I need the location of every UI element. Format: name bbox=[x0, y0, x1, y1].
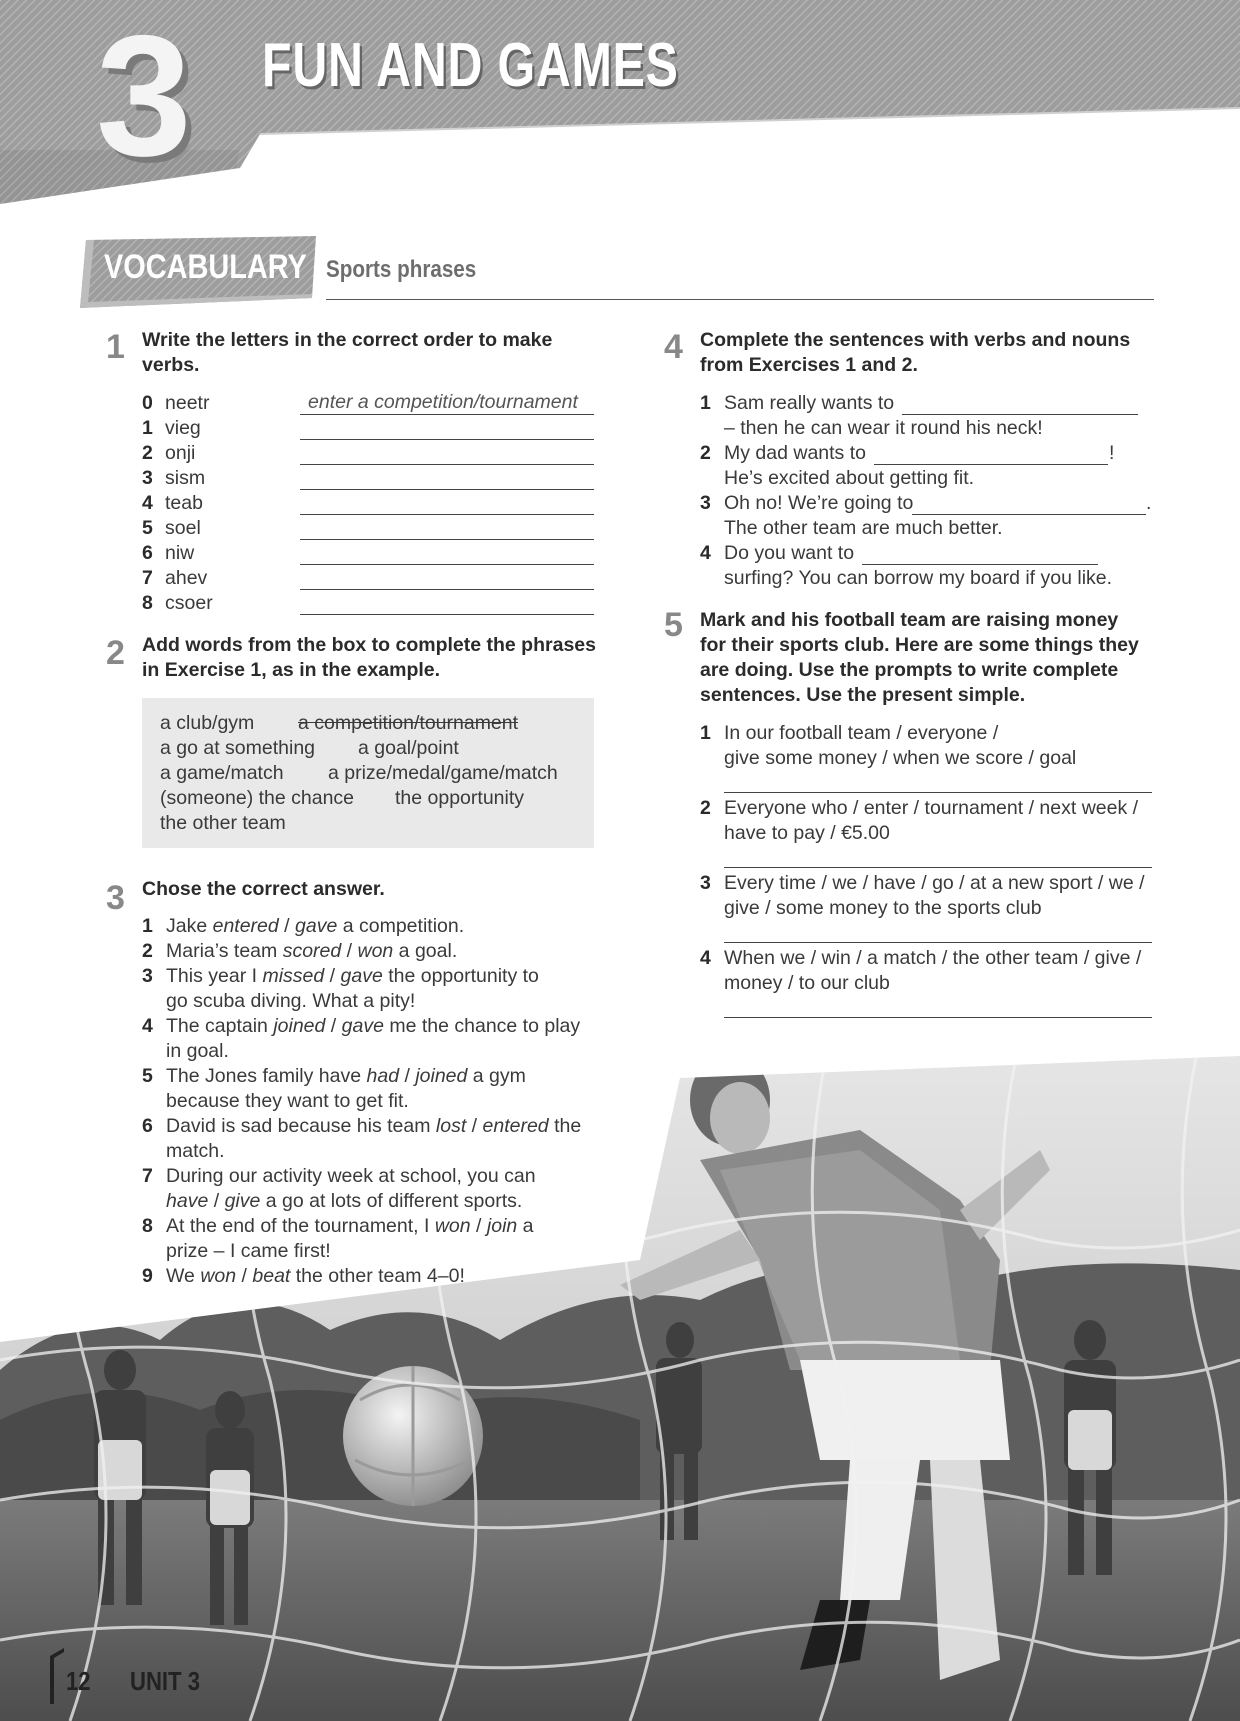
ex1-row bbox=[142, 391, 209, 416]
ex5-item bbox=[700, 796, 1170, 846]
answer-line[interactable] bbox=[724, 942, 1152, 943]
ex4-item bbox=[700, 441, 1160, 466]
item-number: 6 bbox=[142, 1115, 153, 1137]
scrambled-word: csoer bbox=[165, 592, 213, 614]
item-number: 3 bbox=[700, 872, 711, 894]
item-number: 4 bbox=[142, 1015, 153, 1037]
option-b[interactable]: won bbox=[357, 940, 394, 962]
exercise-5-instruction: Mark and his football team are raising money for their sports club. Here are some things they are doing. Use the prompts to write complete sentences. Use the present simple. bbox=[700, 609, 1139, 706]
prompt-line-2: money / to our club bbox=[724, 972, 890, 994]
exercise-4-instruction: Complete the sentences with verbs and nouns from Exercises 1 and 2. bbox=[700, 329, 1131, 376]
ex1-row bbox=[142, 541, 194, 566]
section-subtitle: Sports phrases bbox=[326, 256, 477, 283]
exercise-2-instruction: Add words from the box to complete the phrases in Exercise 1, as in the example. bbox=[142, 634, 596, 681]
scrambled-word: ahev bbox=[165, 567, 208, 589]
ex1-row bbox=[142, 466, 205, 491]
ex4-item-cont bbox=[700, 416, 1160, 441]
item-number: 1 bbox=[700, 722, 711, 744]
ex1-row bbox=[142, 416, 201, 441]
item-number: 3 bbox=[700, 492, 711, 514]
item-number: 2 bbox=[142, 940, 153, 962]
football-photo bbox=[0, 1040, 1240, 1721]
item-number: 1 bbox=[700, 392, 711, 414]
item-number: 8 bbox=[142, 592, 153, 614]
ex5-item bbox=[700, 721, 1170, 771]
sentence-start: Sam really wants to bbox=[724, 392, 895, 414]
answer-line[interactable] bbox=[862, 564, 1098, 565]
option-a[interactable]: joined bbox=[273, 1015, 326, 1037]
example-answer: enter a competition/tournament bbox=[308, 391, 578, 413]
item-number: 3 bbox=[142, 965, 153, 987]
ex4-item-cont bbox=[700, 466, 1160, 491]
sentence-start: My dad wants to bbox=[724, 442, 866, 464]
scrambled-word: neetr bbox=[165, 392, 210, 414]
answer-line[interactable] bbox=[300, 564, 594, 565]
box-word: a go at something bbox=[160, 737, 316, 759]
footer-unit-label: UNIT 3 bbox=[130, 1666, 200, 1696]
box-word: (someone) the chance bbox=[160, 787, 355, 809]
prompt-line-1: Everyone who / enter / tournament / next week / bbox=[724, 797, 1139, 819]
option-a[interactable]: have bbox=[166, 1190, 209, 1212]
option-b[interactable]: gave bbox=[340, 965, 383, 987]
answer-line[interactable] bbox=[724, 1017, 1152, 1018]
prompt-line-1: Every time / we / have / go / at a new sport / we / bbox=[724, 872, 1145, 894]
option-b[interactable]: beat bbox=[252, 1265, 291, 1287]
ex3-item: 7 During our activity week at school, you can have / give a go at lots of different sports. bbox=[142, 1165, 536, 1212]
item-number: 1 bbox=[142, 915, 153, 937]
answer-line[interactable] bbox=[300, 489, 594, 490]
box-word: a prize/medal/game/match bbox=[328, 762, 558, 784]
box-word: a game/match bbox=[160, 762, 284, 784]
item-number: 1 bbox=[142, 417, 153, 439]
section-label: VOCABULARY bbox=[104, 248, 307, 286]
prompt-line-2: give / some money to the sports club bbox=[724, 897, 1042, 919]
ex1-row bbox=[142, 516, 201, 541]
option-b[interactable]: joined bbox=[415, 1065, 468, 1087]
option-a[interactable]: lost bbox=[435, 1115, 467, 1137]
exercise-4-number: 4 bbox=[664, 328, 683, 366]
option-b[interactable]: entered bbox=[482, 1115, 549, 1137]
item-number: 6 bbox=[142, 542, 153, 564]
item-number: 2 bbox=[700, 442, 711, 464]
item-number: 2 bbox=[700, 797, 711, 819]
exercise-5-number: 5 bbox=[664, 606, 683, 644]
answer-line[interactable] bbox=[724, 792, 1152, 793]
answer-line[interactable] bbox=[874, 464, 1108, 465]
exercise-1-number: 1 bbox=[106, 328, 125, 366]
sentence-start: Do you want to bbox=[724, 542, 855, 564]
option-a[interactable]: won bbox=[434, 1215, 471, 1237]
page-number: 12 bbox=[66, 1666, 91, 1696]
exercise-3-number: 3 bbox=[106, 879, 125, 917]
option-b[interactable]: give bbox=[224, 1190, 261, 1212]
ex1-row bbox=[142, 591, 213, 616]
prompt-line-1: When we / win / a match / the other team / give / bbox=[724, 947, 1142, 969]
punctuation: ! bbox=[1109, 442, 1115, 464]
item-number: 7 bbox=[142, 1165, 153, 1187]
scrambled-word: soel bbox=[165, 517, 201, 539]
ex3-item: 8 At the end of the tournament, I won / join a prize – I came first! bbox=[142, 1215, 534, 1262]
item-number: 9 bbox=[142, 1265, 153, 1287]
option-a[interactable]: won bbox=[200, 1265, 237, 1287]
scrambled-word: vieg bbox=[165, 417, 201, 439]
ex3-item: 1 Jake entered / gave a competition. bbox=[142, 915, 465, 937]
answer-line[interactable] bbox=[300, 614, 594, 615]
box-word: a club/gym bbox=[160, 712, 255, 734]
unit-title: FUN AND GAMES bbox=[262, 31, 679, 100]
item-number: 2 bbox=[142, 442, 153, 464]
scrambled-word: niw bbox=[165, 542, 195, 564]
item-number: 5 bbox=[142, 517, 153, 539]
unit-number: 3 bbox=[96, 0, 188, 192]
footer-mark bbox=[50, 1648, 64, 1704]
item-number: 5 bbox=[142, 1065, 153, 1087]
section-rule bbox=[326, 299, 1154, 300]
answer-line[interactable] bbox=[902, 414, 1138, 415]
option-a[interactable]: had bbox=[366, 1065, 400, 1087]
ex1-row bbox=[142, 566, 207, 591]
ex3-item: 6 David is sad because his team lost / entered the match. bbox=[142, 1115, 582, 1162]
ex5-item bbox=[700, 871, 1170, 921]
sentence-end: The other team are much better. bbox=[724, 517, 1003, 539]
answer-line[interactable] bbox=[724, 867, 1152, 868]
ex3-item: 9 We won / beat the other team 4–0! bbox=[142, 1265, 465, 1287]
item-number: 4 bbox=[142, 492, 153, 514]
answer-line[interactable] bbox=[300, 439, 594, 440]
exercise-2-number: 2 bbox=[106, 634, 125, 672]
ex4-item bbox=[700, 391, 1160, 416]
option-b[interactable]: join bbox=[486, 1215, 518, 1237]
sentence-end: He’s excited about getting fit. bbox=[724, 467, 975, 489]
option-a[interactable]: missed bbox=[262, 965, 325, 987]
item-number: 4 bbox=[700, 947, 711, 969]
box-word: a goal/point bbox=[358, 737, 459, 759]
ex5-item bbox=[700, 946, 1170, 996]
option-b[interactable]: gave bbox=[341, 1015, 384, 1037]
ex1-row bbox=[142, 491, 203, 516]
box-word: the opportunity bbox=[395, 787, 525, 809]
ex4-item-cont bbox=[700, 516, 1160, 541]
prompt-line-1: In our football team / everyone / bbox=[724, 722, 999, 744]
box-word-example: a competition/tournament bbox=[298, 712, 519, 734]
ex4-item bbox=[700, 491, 1160, 516]
ex3-item: 5 The Jones family have had / joined a gym because they want to get fit. bbox=[142, 1065, 526, 1112]
item-number: 4 bbox=[700, 542, 711, 564]
answer-line[interactable] bbox=[300, 464, 594, 465]
ex3-item: 3 This year I missed / gave the opportunity to go scuba diving. What a pity! bbox=[142, 965, 539, 1012]
answer-line[interactable] bbox=[300, 514, 594, 515]
sentence-end: – then he can wear it round his neck! bbox=[724, 417, 1043, 439]
word-box bbox=[142, 698, 594, 848]
item-number: 0 bbox=[142, 392, 153, 414]
item-number: 8 bbox=[142, 1215, 153, 1237]
ex3-item: 4 The captain joined / gave me the chance to play in goal. bbox=[142, 1015, 581, 1062]
option-a[interactable]: scored bbox=[282, 940, 342, 962]
option-a[interactable]: entered bbox=[212, 915, 279, 937]
answer-line[interactable] bbox=[300, 539, 594, 540]
ex4-item-cont bbox=[700, 566, 1170, 591]
item-number: 3 bbox=[142, 467, 153, 489]
ex4-item bbox=[700, 541, 1160, 566]
sentence-end: surfing? You can borrow my board if you like. bbox=[724, 567, 1113, 589]
punctuation: . bbox=[1146, 492, 1152, 514]
ex3-item: 2 Maria’s team scored / won a goal. bbox=[142, 940, 458, 962]
option-b[interactable]: gave bbox=[295, 915, 338, 937]
answer-line[interactable] bbox=[300, 589, 594, 590]
answer-line[interactable] bbox=[300, 414, 594, 415]
scrambled-word: onji bbox=[165, 442, 196, 464]
prompt-line-2: have to pay / €5.00 bbox=[724, 822, 890, 844]
box-word: the other team bbox=[160, 812, 286, 834]
item-number: 7 bbox=[142, 567, 153, 589]
scrambled-word: teab bbox=[165, 492, 203, 514]
exercise-3-instruction: Chose the correct answer. bbox=[142, 878, 385, 900]
ex1-row bbox=[142, 441, 195, 466]
exercise-1-instruction: Write the letters in the correct order to make verbs. bbox=[142, 329, 553, 376]
answer-line[interactable] bbox=[912, 514, 1146, 515]
scrambled-word: sism bbox=[165, 467, 206, 489]
prompt-line-2: give some money / when we score / goal bbox=[724, 747, 1077, 769]
sentence-start: Oh no! We’re going to bbox=[724, 492, 914, 514]
